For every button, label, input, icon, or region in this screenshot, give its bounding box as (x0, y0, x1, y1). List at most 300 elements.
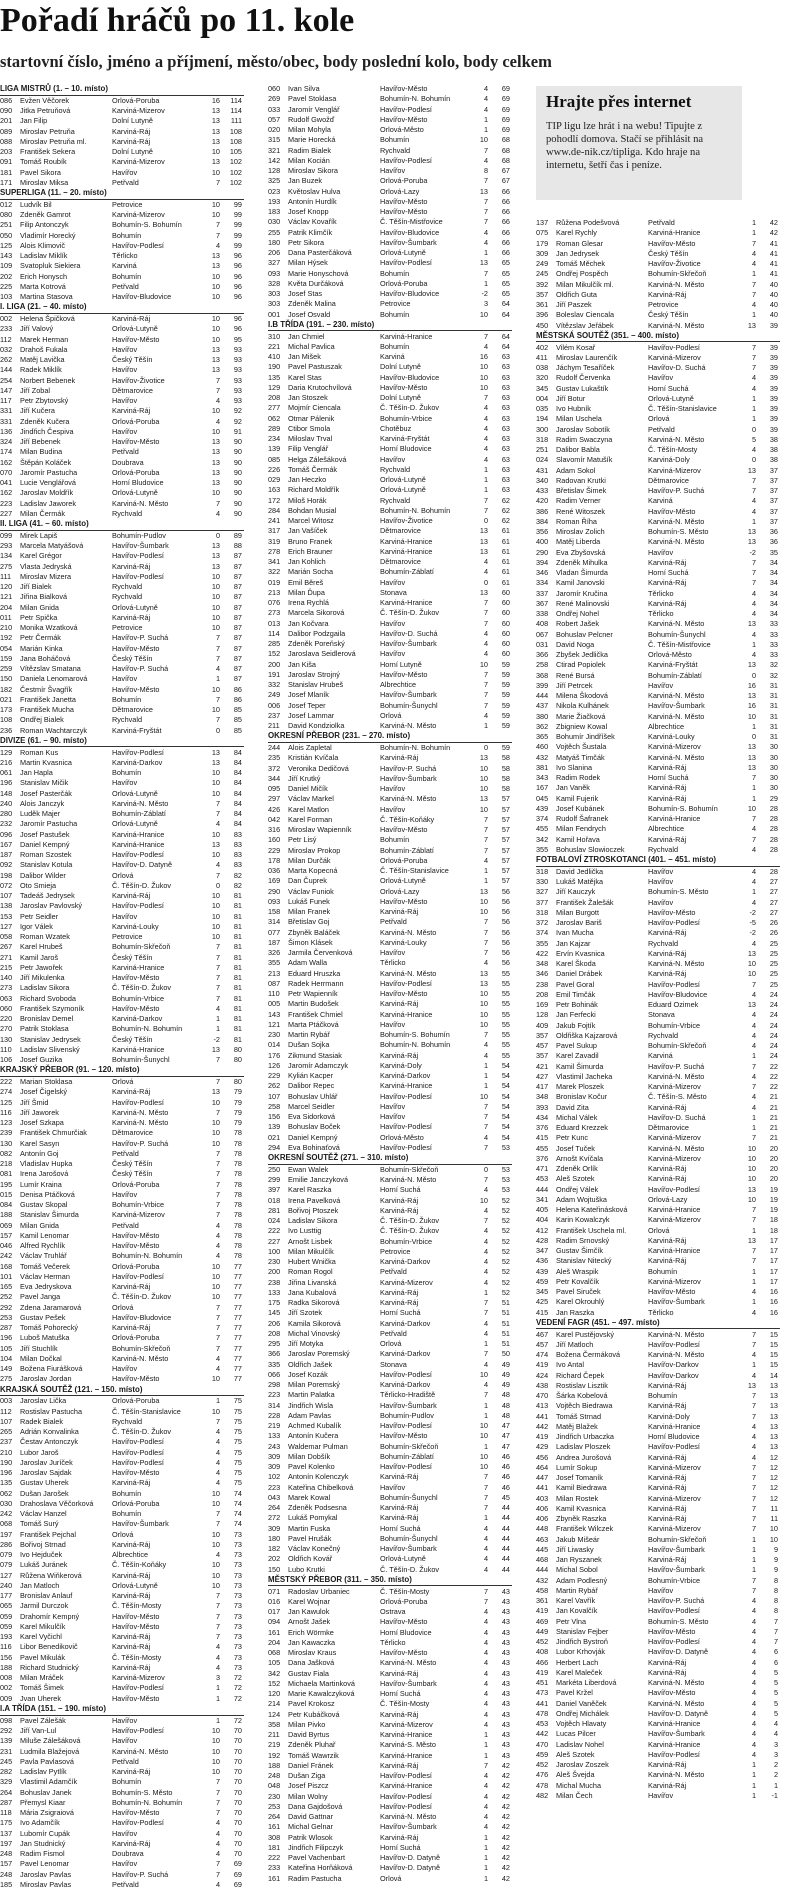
player-row (268, 1587, 512, 1597)
points-total: 28 (769, 834, 778, 844)
player-city: Havířov-Podlesí (380, 1801, 432, 1811)
points-last-round: 4 (215, 1879, 220, 1889)
points-last-round: 4 (215, 1838, 220, 1848)
points-last-round: 4 (215, 860, 220, 870)
start-number: 145 (268, 1308, 281, 1318)
player-row (268, 1669, 512, 1679)
player-name: Petr Kovalčík (556, 1276, 599, 1286)
start-number: 441 (536, 1411, 549, 1421)
player-row (536, 1330, 780, 1340)
points-total: 63 (501, 362, 510, 372)
player-row (268, 979, 512, 989)
player-row (0, 468, 244, 478)
player-name: Dalibor Repec (288, 1081, 335, 1091)
player-city: Č. Těšín-Mosty (112, 1652, 162, 1662)
player-city: Havířov-P. Suchá (112, 664, 169, 674)
points-total: 90 (233, 467, 242, 477)
player-city: Orlová-Poruba (380, 278, 428, 288)
points-last-round: 4 (483, 237, 488, 247)
start-number: 234 (268, 434, 281, 444)
player-row (268, 1143, 512, 1153)
player-row (0, 1839, 244, 1849)
player-name: Pavel Siruček (556, 1287, 601, 1297)
points-last-round: 4 (483, 1257, 488, 1267)
points-total: 38 (769, 434, 778, 444)
points-total: 2 (773, 1760, 778, 1770)
start-number: 406 (536, 1514, 549, 1524)
points-last-round: 4 (751, 496, 756, 506)
player-city: Orlová-Poruba (380, 1596, 428, 1606)
start-number: 179 (536, 238, 549, 248)
player-city: Orlová-Město (380, 1132, 424, 1142)
player-name: František Szymoník (20, 1003, 85, 1013)
points-last-round: 7 (215, 1312, 220, 1322)
points-total: 79 (233, 1118, 242, 1128)
player-row (268, 1638, 512, 1648)
player-name: Rudolf Gwožď (288, 114, 335, 124)
points-total: 87 (233, 643, 242, 653)
player-name: Lucas Pilcer (556, 1729, 596, 1739)
points-total: 86 (233, 684, 242, 694)
player-name: Petr Sikora (288, 237, 325, 247)
start-number: 075 (536, 228, 549, 238)
points-last-round: 10 (479, 309, 488, 319)
points-total: 28 (769, 866, 778, 876)
player-row (0, 241, 244, 251)
points-total: 87 (233, 664, 242, 674)
player-city: Dětmarovice (380, 526, 421, 536)
points-last-round: 13 (479, 753, 488, 763)
player-city: Havířov-Podlesí (380, 1462, 432, 1472)
player-name: Michaela Martinková (288, 1678, 355, 1688)
points-last-round: 4 (215, 1447, 220, 1457)
start-number: 290 (268, 886, 281, 896)
player-city: Havířov-D. Datyně (380, 1853, 441, 1863)
player-name: Jan Jedrysek (556, 248, 599, 258)
start-number: 087 (268, 978, 281, 988)
player-row (536, 259, 780, 269)
points-last-round: 4 (215, 1468, 220, 1478)
points-last-round: 4 (483, 454, 488, 464)
points-last-round: 4 (215, 240, 220, 250)
player-row (268, 516, 512, 526)
points-last-round: 1 (751, 218, 756, 227)
points-total: 13 (769, 1401, 778, 1411)
player-city: Havířov (380, 784, 406, 794)
promo-title: Hrajte přes internet (546, 92, 692, 111)
points-last-round: 7 (751, 1575, 756, 1585)
points-last-round: 4 (215, 1662, 220, 1672)
points-total: 42 (501, 1791, 510, 1801)
player-name: Nikola Kulhánek (556, 701, 609, 711)
start-number: 062 (268, 413, 281, 423)
player-city: Karviná-N. Město (380, 794, 437, 804)
player-name: Miroslav Laurenčík (556, 352, 618, 362)
start-number: 093 (268, 896, 281, 906)
player-name: Tomáš Surý (20, 1519, 59, 1529)
player-row (268, 310, 512, 320)
player-name: Mirek Lapiš (20, 530, 58, 540)
points-total: 73 (233, 1621, 242, 1631)
start-number: 441 (536, 1698, 549, 1708)
promo-text: TIP ligu lze hrát i na webu! Tipujte z pohodlí domova. Stačí se přihlásit na www.de-nik.cz/tipliga. Kdo hraje na internetu, šetří čas i peníze. (546, 121, 704, 171)
start-number: 451 (536, 1678, 549, 1688)
start-number: 468 (536, 1555, 549, 1565)
player-row (268, 578, 512, 588)
player-row (268, 1843, 512, 1853)
player-city: Bohumín-S. Město (648, 887, 709, 897)
player-city: Bohumín (112, 230, 142, 240)
start-number: 338 (536, 609, 549, 619)
player-name: Václav Funiok (288, 886, 334, 896)
points-last-round: 0 (483, 516, 488, 526)
start-number: 121 (0, 592, 13, 602)
player-row (536, 425, 780, 435)
player-row (0, 200, 244, 210)
start-number: 188 (0, 1662, 13, 1672)
player-name: Milan Dočkal (20, 1353, 62, 1363)
player-row (268, 948, 512, 958)
player-city: Bohumín (112, 694, 142, 704)
player-city: Karviná-Hranice (648, 228, 701, 238)
points-total: 96 (233, 324, 242, 334)
player-row (268, 176, 512, 186)
points-total: 60 (501, 587, 510, 597)
start-number: 327 (268, 258, 281, 268)
start-number: 167 (0, 839, 13, 849)
points-total: 42 (501, 1812, 510, 1822)
player-name: Jan Vašíček (288, 526, 328, 536)
start-number: 110 (0, 1044, 12, 1054)
player-row (536, 321, 780, 331)
player-name: Marie Žiačková (556, 711, 606, 721)
points-total: 70 (233, 1849, 242, 1858)
start-number: 456 (536, 1452, 549, 1462)
player-city: Karviná-Ráj (380, 1668, 419, 1678)
player-row (0, 1374, 244, 1384)
points-last-round: 7 (751, 1061, 756, 1071)
player-name: Radek Bialek (20, 1416, 63, 1426)
start-number: 188 (268, 1760, 281, 1770)
points-last-round: 10 (479, 1431, 488, 1441)
player-city: Havířov-Město (112, 1003, 160, 1013)
points-total: 43 (501, 1740, 510, 1750)
player-name: Pavel Vachenbart (288, 1853, 346, 1863)
player-city: Orlová-Lutyně (112, 324, 158, 334)
player-row (268, 989, 512, 999)
start-number: 020 (268, 125, 281, 134)
start-number: 002 (0, 314, 13, 324)
points-last-round: 10 (211, 891, 220, 901)
points-last-round: 10 (211, 623, 220, 633)
start-number: 230 (268, 1030, 281, 1040)
player-row (268, 1565, 512, 1575)
player-name: Slavomír Matušík (556, 455, 613, 465)
start-number: 269 (268, 94, 281, 104)
player-name: Ondřej Válek (556, 1184, 599, 1194)
points-total: 36 (769, 527, 778, 537)
player-name: Matěj Blažek (556, 1421, 598, 1431)
player-name: Zdena Jaramarová (20, 1302, 82, 1312)
points-total: 95 (233, 334, 242, 344)
player-name: Patrik Stoklasa (20, 1024, 69, 1034)
player-row (268, 537, 512, 547)
league-section-heading: KRAJSKÝ PŘEBOR (91. – 120. místo) (0, 1065, 244, 1077)
start-number: 292 (0, 1302, 13, 1312)
start-number: 341 (268, 557, 281, 567)
points-last-round: 4 (483, 1822, 488, 1832)
points-last-round: 4 (483, 1533, 488, 1543)
player-name: Karel Grégor (20, 551, 62, 561)
points-total: 55 (501, 1030, 510, 1040)
points-total: 62 (501, 516, 510, 526)
player-name: Josef Piszcz (288, 1781, 329, 1791)
points-last-round: 4 (483, 1359, 488, 1369)
points-last-round: 4 (483, 1812, 488, 1822)
start-number: 008 (0, 1673, 13, 1683)
points-last-round: -5 (749, 918, 756, 928)
player-city: Orlová-Lutyně (380, 485, 426, 495)
start-number: 104 (0, 1353, 13, 1363)
player-row (536, 794, 780, 804)
player-city: Karviná-Ráj (648, 948, 687, 958)
points-last-round: -2 (481, 289, 488, 298)
points-total: 102 (229, 177, 242, 187)
player-row (268, 1874, 512, 1884)
player-city: Orlová-Lazy (380, 186, 420, 196)
start-number: 470 (536, 1391, 549, 1401)
player-name: Marcela Matyášová (20, 541, 84, 551)
points-last-round: 4 (751, 1010, 756, 1020)
start-number: 193 (268, 196, 281, 206)
player-name: Karel Wojnar (288, 1596, 331, 1606)
start-number: 249 (268, 690, 281, 700)
player-row (0, 251, 244, 261)
player-city: Orlová (112, 1529, 134, 1539)
start-number: 193 (0, 1632, 13, 1642)
player-row (0, 1571, 244, 1581)
player-city: Havířov (648, 866, 674, 876)
start-number: 230 (268, 1791, 281, 1801)
player-city: Horní Suchá (648, 773, 689, 783)
start-number: 158 (268, 907, 281, 917)
points-total: 30 (769, 742, 778, 752)
player-name: Josef Čigelský (20, 1087, 68, 1097)
player-city: Orlová (112, 1302, 134, 1312)
points-last-round: 13 (211, 251, 220, 261)
player-name: Božena Čermáková (556, 1350, 621, 1360)
player-name: Michal Gelnar (288, 1822, 334, 1832)
points-total: 75 (233, 1396, 242, 1406)
player-city: Karviná-Mizerov (112, 157, 165, 167)
player-name: Hubert Wnička (288, 1257, 336, 1267)
player-row (536, 228, 780, 238)
points-total: 75 (233, 1457, 242, 1467)
points-last-round: 7 (215, 1621, 220, 1631)
points-total: 47 (501, 1441, 510, 1451)
player-name: Pavla Pavlasová (20, 1756, 74, 1766)
player-name: Jaroslav Moldřík (20, 488, 74, 498)
player-name: Jindřich Wisla (288, 1400, 334, 1410)
player-row (268, 1452, 512, 1462)
points-last-round: 10 (211, 292, 220, 302)
points-total: 24 (769, 1010, 778, 1020)
player-row (536, 1154, 780, 1164)
points-total: 99 (233, 240, 242, 250)
player-name: Martin Rybář (556, 1585, 598, 1595)
start-number: 258 (536, 660, 549, 670)
start-number: 258 (268, 1101, 281, 1111)
points-total: 21 (769, 1092, 778, 1102)
points-last-round: 4 (215, 1427, 220, 1437)
points-total: 26 (769, 918, 778, 928)
start-number: 140 (0, 973, 13, 983)
player-row (536, 527, 780, 537)
start-number: 372 (268, 763, 281, 773)
player-name: Jan Vaněk (556, 783, 590, 793)
start-number: 374 (536, 928, 549, 938)
player-name: Karel Pustějovský (556, 1329, 614, 1339)
points-last-round: 1 (751, 721, 756, 731)
player-row (268, 1102, 512, 1112)
player-name: Otmar Pálenik (288, 413, 335, 423)
points-last-round: 7 (483, 937, 488, 947)
player-row (536, 814, 780, 824)
points-total: 84 (233, 798, 242, 808)
points-last-round: 7 (483, 268, 488, 278)
points-total: 63 (501, 475, 510, 485)
player-row (536, 1709, 780, 1719)
start-number: 437 (536, 701, 549, 711)
points-total: 67 (501, 166, 510, 175)
points-total: 42 (501, 1822, 510, 1832)
player-row (268, 1863, 512, 1873)
player-city: Karviná-N. Město (648, 1143, 705, 1153)
player-row (536, 1442, 780, 1452)
player-row (268, 557, 512, 567)
player-row (0, 623, 244, 633)
start-number: 365 (536, 732, 549, 742)
player-row (268, 1390, 512, 1400)
start-number: 310 (268, 331, 281, 341)
start-number: 424 (536, 1370, 549, 1380)
points-total: 43 (501, 1689, 510, 1699)
player-name: Patrik Klimčík (288, 227, 333, 237)
points-total: 53 (501, 1185, 510, 1195)
player-name: Oldřich Guta (556, 289, 597, 299)
player-city: Havířov-Podlesí (380, 1142, 432, 1152)
start-number: 405 (536, 1205, 549, 1215)
points-total: 63 (501, 403, 510, 413)
player-name: Arnošt Kvíčala (556, 1153, 604, 1163)
points-last-round: 7 (215, 385, 220, 395)
player-name: Waldemar Pulman (288, 1441, 348, 1451)
points-total: 51 (501, 1328, 510, 1338)
start-number: 183 (268, 207, 281, 216)
player-name: Milan Ďupa (288, 587, 325, 597)
player-city: Český Těšín (112, 355, 153, 365)
start-number: 033 (268, 104, 281, 114)
points-last-round: 1 (483, 248, 488, 257)
player-name: Matyáš Timčák (556, 752, 605, 762)
player-name: Šárka Kobelová (556, 1391, 608, 1401)
points-last-round: 4 (483, 1617, 488, 1627)
player-row (536, 1072, 780, 1082)
player-city: Havířov-Bludovice (112, 292, 172, 302)
points-last-round: 13 (747, 527, 756, 537)
start-number: 250 (268, 1164, 281, 1174)
points-last-round: 13 (747, 465, 756, 475)
start-number: 187 (0, 850, 13, 860)
player-city: Č. Těšín-Mosty (380, 1699, 430, 1709)
player-name: Lumír Sokup (556, 1462, 598, 1472)
player-city: Stonava (380, 587, 407, 597)
start-number: 309 (268, 1451, 281, 1461)
start-number: 254 (0, 375, 13, 385)
points-last-round: 0 (751, 732, 756, 742)
player-name: David Noga (556, 639, 595, 649)
player-name: Boleslav Ciencala (556, 310, 615, 320)
points-last-round: 10 (211, 829, 220, 839)
points-total: 30 (769, 762, 778, 772)
points-last-round: 4 (751, 1071, 756, 1081)
start-number: 153 (0, 911, 13, 921)
player-row (0, 324, 244, 334)
points-total: 52 (501, 1257, 510, 1267)
start-number: 190 (0, 1457, 13, 1467)
player-name: Karin Kowalczyk (556, 1215, 610, 1225)
points-total: 46 (501, 1462, 510, 1472)
player-city: Karviná-Hranice (648, 1246, 701, 1256)
points-last-round: 10 (211, 921, 220, 931)
player-city: Karviná-N. Město (380, 927, 437, 937)
player-name: Marie Kawalczyková (288, 1689, 355, 1699)
points-last-round: 13 (211, 126, 220, 136)
points-total: 77 (233, 1333, 242, 1343)
points-last-round: 4 (751, 1020, 756, 1030)
player-city: Bohumín-Záblatí (648, 670, 702, 680)
points-total: 13 (769, 1380, 778, 1390)
points-total: 73 (233, 1632, 242, 1642)
player-name: Daniel Kempný (20, 839, 70, 849)
player-row (0, 1468, 244, 1478)
player-city: Karviná-Ráj (648, 1514, 687, 1524)
player-row (536, 1688, 780, 1698)
start-number: 045 (536, 793, 549, 803)
points-last-round: 7 (483, 1101, 488, 1111)
player-name: Jan Ferfecki (556, 1010, 596, 1020)
points-last-round: 4 (751, 1606, 756, 1616)
player-row (268, 156, 512, 166)
player-row (268, 649, 512, 659)
player-row (0, 1642, 244, 1652)
points-total: 21 (769, 1123, 778, 1133)
points-total: 59 (501, 659, 510, 669)
player-name: Ladislav Ploszek (556, 1442, 611, 1452)
points-last-round: 1 (751, 1534, 756, 1544)
points-last-round: 7 (751, 1585, 756, 1595)
player-name: Bronislav Anlauf (20, 1591, 73, 1601)
start-number: 130 (0, 1138, 13, 1148)
player-row (0, 116, 244, 126)
start-number: 085 (268, 454, 281, 464)
start-number: 442 (536, 1421, 549, 1431)
start-number: 255 (268, 227, 281, 237)
player-row (536, 1021, 780, 1031)
player-row (268, 608, 512, 618)
player-city: Karviná-Ráj (648, 969, 687, 979)
start-number: 009 (0, 1693, 13, 1703)
